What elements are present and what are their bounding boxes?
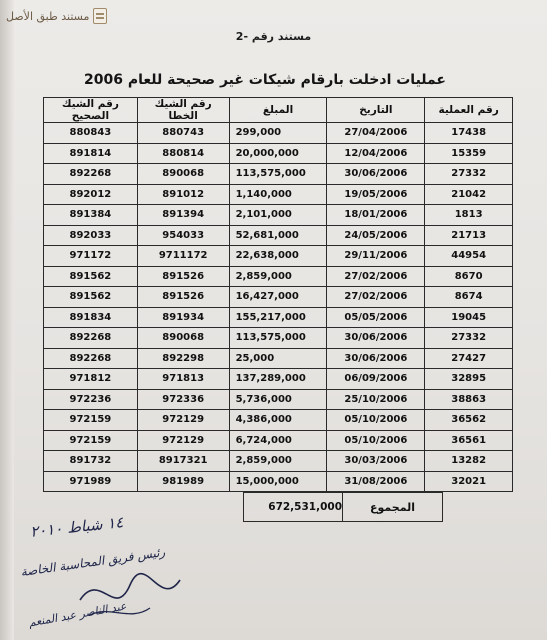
wrong-cheque-cell: 972129 xyxy=(137,430,229,451)
correct-cheque-cell: 892268 xyxy=(44,348,138,369)
amount-cell: 1,140,000 xyxy=(229,184,327,205)
date-cell: 05/05/2006 xyxy=(327,307,425,328)
operation-number-cell: 8670 xyxy=(425,266,513,287)
correct-cheque-cell: 891562 xyxy=(44,287,138,308)
operation-number-cell: 38863 xyxy=(425,389,513,410)
operation-number-cell: 44954 xyxy=(425,246,513,267)
table-row xyxy=(44,471,513,492)
correct-cheque-cell: 891562 xyxy=(44,266,138,287)
signature-name: عبد الناصر عبد المنعم xyxy=(27,599,128,630)
table-row xyxy=(44,307,513,328)
table-row xyxy=(44,389,513,410)
stamp-label: مستند طبق الأصل xyxy=(6,9,90,23)
handwritten-signature xyxy=(70,560,190,630)
wrong-cheque-cell: 8917321 xyxy=(137,451,229,472)
header-wrong-cheque: رقم الشيك الخطا xyxy=(137,98,229,123)
operation-number-cell: 19045 xyxy=(425,307,513,328)
correct-cheque-cell: 891732 xyxy=(44,451,138,472)
operation-number-cell: 32021 xyxy=(425,471,513,492)
total-value: 672,531,000 xyxy=(243,492,343,522)
wrong-cheque-cell: 880743 xyxy=(137,123,229,144)
date-cell: 05/10/2006 xyxy=(327,410,425,431)
correct-cheque-cell: 891834 xyxy=(44,307,138,328)
date-cell: 27/04/2006 xyxy=(327,123,425,144)
amount-cell: 4,386,000 xyxy=(229,410,327,431)
operation-number-cell: 13282 xyxy=(425,451,513,472)
correct-cheque-cell: 971989 xyxy=(44,471,138,492)
header-correct-cheque: رقم الشيك الصحيح xyxy=(44,98,138,123)
amount-cell: 113,575,000 xyxy=(229,328,327,349)
wrong-cheque-cell: 891394 xyxy=(137,205,229,226)
table-row xyxy=(44,246,513,267)
operation-number-cell: 27332 xyxy=(425,328,513,349)
correct-cheque-cell: 972236 xyxy=(44,389,138,410)
date-cell: 30/06/2006 xyxy=(327,348,425,369)
amount-cell: 137,289,000 xyxy=(229,369,327,390)
correct-cheque-cell: 971812 xyxy=(44,369,138,390)
amount-cell: 5,736,000 xyxy=(229,389,327,410)
amount-cell: 6,724,000 xyxy=(229,430,327,451)
table-row xyxy=(44,184,513,205)
date-cell: 25/10/2006 xyxy=(327,389,425,410)
amount-cell: 299,000 xyxy=(229,123,327,144)
wrong-cheque-cell: 972129 xyxy=(137,410,229,431)
table-row xyxy=(44,348,513,369)
signature-date: ١٤ شباط ٢٠١٠ xyxy=(29,513,125,541)
header-amount: المبلغ xyxy=(229,98,327,123)
correct-cheque-cell: 971172 xyxy=(44,246,138,267)
date-cell: 05/10/2006 xyxy=(327,430,425,451)
wrong-cheque-cell: 971813 xyxy=(137,369,229,390)
date-cell: 31/08/2006 xyxy=(327,471,425,492)
operation-number-cell: 17438 xyxy=(425,123,513,144)
operation-number-cell: 27332 xyxy=(425,164,513,185)
wrong-cheque-cell: 890068 xyxy=(137,328,229,349)
date-cell: 30/06/2006 xyxy=(327,164,425,185)
wrong-cheque-cell: 880814 xyxy=(137,143,229,164)
date-cell: 29/11/2006 xyxy=(327,246,425,267)
operation-number-cell: 21713 xyxy=(425,225,513,246)
date-cell: 12/04/2006 xyxy=(327,143,425,164)
correct-cheque-cell: 891814 xyxy=(44,143,138,164)
table-header-row xyxy=(44,98,513,123)
table-row xyxy=(44,205,513,226)
header-date: التاريخ xyxy=(327,98,425,123)
total-row xyxy=(243,492,443,522)
table-row xyxy=(44,266,513,287)
amount-cell: 16,427,000 xyxy=(229,287,327,308)
correct-cheque-cell: 892268 xyxy=(44,328,138,349)
operation-number-cell: 32895 xyxy=(425,369,513,390)
amount-cell: 2,101,000 xyxy=(229,205,327,226)
table-row xyxy=(44,369,513,390)
wrong-cheque-cell: 972336 xyxy=(137,389,229,410)
operation-number-cell: 21042 xyxy=(425,184,513,205)
document-copy-icon xyxy=(93,8,107,24)
header-operation-number: رقم العملية xyxy=(425,98,513,123)
wrong-cheque-cell: 891934 xyxy=(137,307,229,328)
table-row xyxy=(44,123,513,144)
date-cell: 30/06/2006 xyxy=(327,328,425,349)
wrong-cheque-cell: 954033 xyxy=(137,225,229,246)
wrong-cheque-cell: 981989 xyxy=(137,471,229,492)
wrong-cheque-cell: 9711172 xyxy=(137,246,229,267)
total-label: المجموع xyxy=(343,492,443,522)
correct-cheque-cell: 892268 xyxy=(44,164,138,185)
amount-cell: 155,217,000 xyxy=(229,307,327,328)
operation-number-cell: 15359 xyxy=(425,143,513,164)
amount-cell: 2,859,000 xyxy=(229,451,327,472)
amount-cell: 22,638,000 xyxy=(229,246,327,267)
operation-number-cell: 8674 xyxy=(425,287,513,308)
date-cell: 30/03/2006 xyxy=(327,451,425,472)
page-title: عمليات ادخلت بارقام شيكات غير صحيحة للعام 2006 xyxy=(84,72,446,88)
amount-cell: 113,575,000 xyxy=(229,164,327,185)
correct-cheque-cell: 892012 xyxy=(44,184,138,205)
wrong-cheque-cell: 891526 xyxy=(137,287,229,308)
amount-cell: 2,859,000 xyxy=(229,266,327,287)
correct-cheque-cell: 891384 xyxy=(44,205,138,226)
signature-title: رئيس فريق المحاسبة الخاصة xyxy=(19,544,166,580)
table-row xyxy=(44,143,513,164)
amount-cell: 25,000 xyxy=(229,348,327,369)
table-row xyxy=(44,451,513,472)
date-cell: 27/02/2006 xyxy=(327,287,425,308)
operation-number-cell: 36562 xyxy=(425,410,513,431)
copy-stamp xyxy=(6,6,107,26)
wrong-cheque-cell: 892298 xyxy=(137,348,229,369)
table-row xyxy=(44,164,513,185)
operation-number-cell: 36561 xyxy=(425,430,513,451)
date-cell: 19/05/2006 xyxy=(327,184,425,205)
date-cell: 24/05/2006 xyxy=(327,225,425,246)
table-row xyxy=(44,410,513,431)
cheques-table xyxy=(43,97,513,492)
wrong-cheque-cell: 891526 xyxy=(137,266,229,287)
amount-cell: 20,000,000 xyxy=(229,143,327,164)
amount-cell: 15,000,000 xyxy=(229,471,327,492)
table-row xyxy=(44,287,513,308)
wrong-cheque-cell: 891012 xyxy=(137,184,229,205)
correct-cheque-cell: 880843 xyxy=(44,123,138,144)
correct-cheque-cell: 972159 xyxy=(44,430,138,451)
wrong-cheque-cell: 890068 xyxy=(137,164,229,185)
document-number: مستند رقم -2 xyxy=(235,30,312,43)
date-cell: 18/01/2006 xyxy=(327,205,425,226)
table-row xyxy=(44,225,513,246)
correct-cheque-cell: 892033 xyxy=(44,225,138,246)
page-edge-shadow xyxy=(0,0,14,640)
operation-number-cell: 1813 xyxy=(425,205,513,226)
date-cell: 06/09/2006 xyxy=(327,369,425,390)
amount-cell: 52,681,000 xyxy=(229,225,327,246)
operation-number-cell: 27427 xyxy=(425,348,513,369)
table-row xyxy=(44,328,513,349)
table-row xyxy=(44,430,513,451)
correct-cheque-cell: 972159 xyxy=(44,410,138,431)
date-cell: 27/02/2006 xyxy=(327,266,425,287)
